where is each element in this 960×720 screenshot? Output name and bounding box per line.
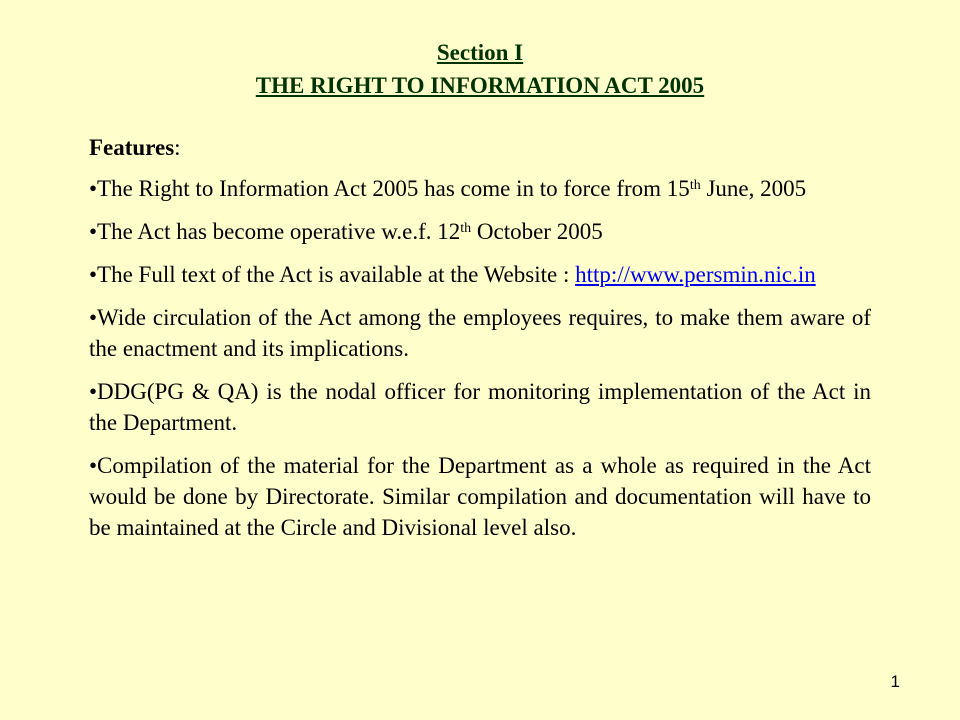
bullet-in-force	[89, 173, 871, 204]
bullet-operative	[89, 216, 871, 247]
bullet-in-force-sup: th	[689, 178, 701, 193]
features-label-text: Features	[89, 135, 175, 160]
bullet-compilation-text: •Compilation of the material for the Department as a whole as required in the Act would be done by Directorate. Similar compilation and documentation will have to be maintained at the Circle and Divisional level also.	[89, 453, 871, 540]
bullet-operative-date: October 2005	[471, 219, 603, 244]
bullet-circulation-text: •Wide circulation of the Act among the employees requires, to make them aware of the enactment and its implications.	[89, 305, 871, 361]
page-number: 1	[890, 672, 900, 691]
bullet-full-text-text: •The Full text of the Act is available at the Website :	[89, 262, 576, 287]
bullet-operative-text: •The Act has become operative w.e.f. 12	[89, 219, 461, 244]
features-colon: :	[174, 135, 181, 160]
bullet-full-text	[89, 259, 871, 290]
content-body	[89, 132, 871, 555]
slide-title	[0, 36, 960, 102]
bullet-in-force-text: •The Right to Information Act 2005 has come in to force from 15	[89, 176, 690, 201]
bullet-nodal-officer	[89, 376, 871, 438]
section-heading: Section I	[436, 40, 524, 65]
bullet-compilation	[89, 450, 871, 543]
bullet-in-force-date: June, 2005	[700, 176, 807, 201]
bullet-circulation	[89, 302, 871, 364]
bullet-nodal-officer-text: •DDG(PG & QA) is the nodal officer for monitoring implementation of the Act in the Department.	[89, 379, 871, 435]
act-heading: THE RIGHT TO INFORMATION ACT 2005	[255, 73, 705, 98]
features-label	[89, 132, 871, 163]
bullet-operative-sup: th	[460, 221, 472, 236]
website-link[interactable]: http://www.persmin.nic.in	[575, 262, 816, 287]
